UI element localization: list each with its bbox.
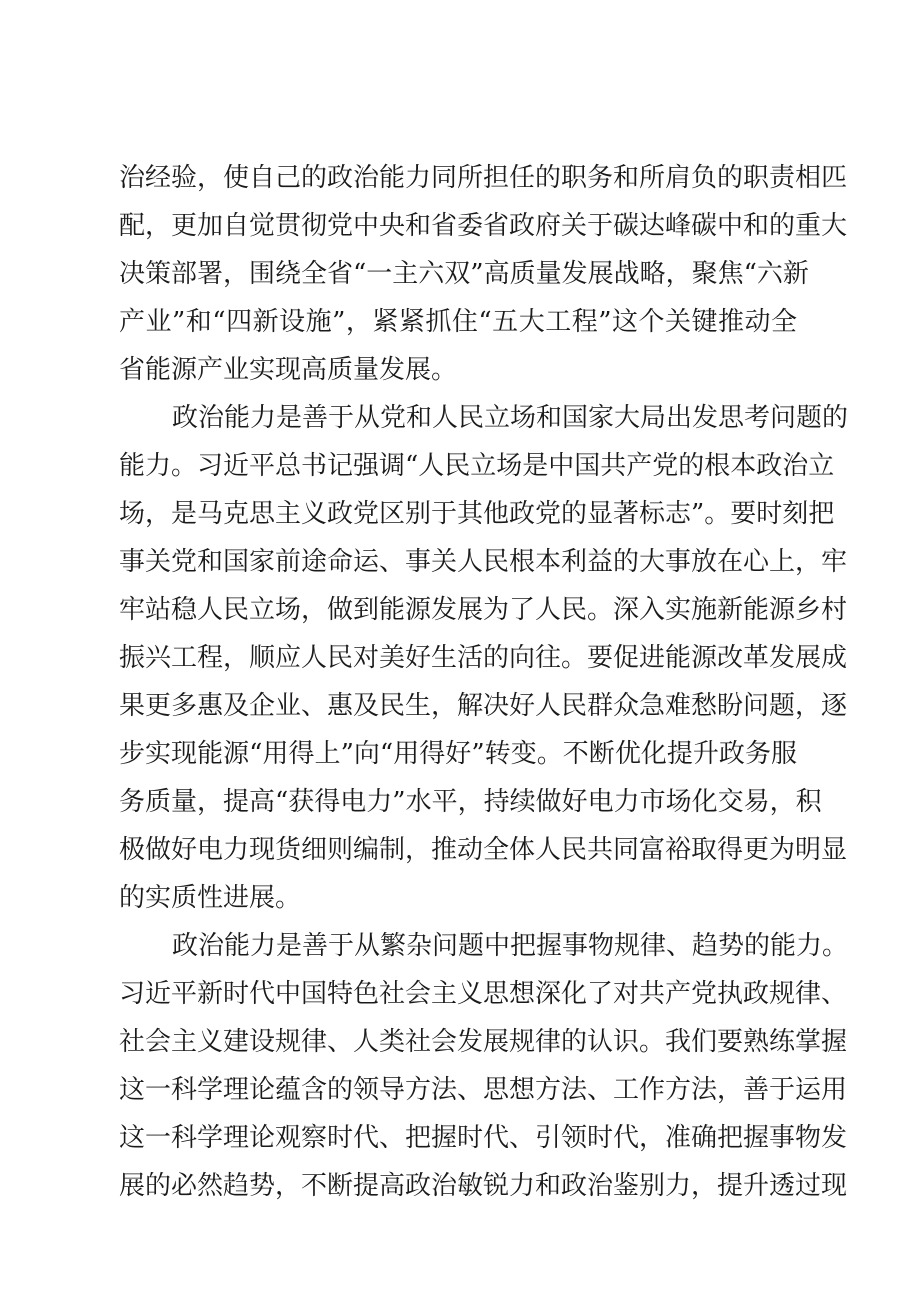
text-line: 步实现能源“用得上”向“用得好”转变。不断优化提升政务服 [119,739,797,769]
text-line: 配，更加自觉贯彻党中央和省委省政府关于碳达峰碳中和的重大 [119,211,848,241]
text-line: 牢站稳人民立场，做到能源发展为了人民。深入实施新能源乡村 [119,595,848,625]
paragraph-first-line: 政治能力是善于从党和人民立场和国家大局出发思考问题的 [172,403,849,433]
paragraph-first-line: 政治能力是善于从繁杂问题中把握事物规律、趋势的能力。 [172,931,849,961]
text-line: 展的必然趋势，不断提高政治敏锐力和政治鉴别力，提升透过现 [119,1171,848,1201]
text-line: 场，是马克思主义政党区别于其他政党的显著标志”。要时刻把 [119,499,835,529]
text-line: 务质量，提高“获得电力”水平，持续做好电力市场化交易，积 [119,787,822,817]
text-line: 的实质性进展。 [119,883,302,913]
text-line: 决策部署，围绕全省“一主六双”高质量发展战略，聚焦“六新 [119,259,809,289]
text-line: 这一科学理论蕴含的领导方法、思想方法、工作方法，善于运用 [119,1075,848,1105]
text-line: 习近平新时代中国特色社会主义思想深化了对共产党执政规律、 [119,979,848,1009]
text-line: 振兴工程，顺应人民对美好生活的向往。要促进能源改革发展成 [119,643,848,673]
text-line: 这一科学理论观察时代、把握时代、引领时代，准确把握事物发 [119,1123,848,1153]
text-line: 极做好电力现货细则编制，推动全体人民共同富裕取得更为明显 [119,835,848,865]
text-line: 省能源产业实现高质量发展。 [119,355,458,385]
text-line: 社会主义建设规律、人类社会发展规律的认识。我们要熟练掌握 [119,1027,848,1057]
text-line: 事关党和国家前途命运、事关人民根本利益的大事放在心上，牢 [119,547,848,577]
text-line: 果更多惠及企业、惠及民生，解决好人民群众急难愁盼问题，逐 [119,691,848,721]
text-line: 产业”和“四新设施”，紧紧抓住“五大工程”这个关键推动全 [119,307,797,337]
text-line: 治经验，使自己的政治能力同所担任的职务和所肩负的职责相匹 [119,163,848,193]
text-line: 能力。习近平总书记强调“人民立场是中国共产党的根本政治立 [119,451,835,481]
